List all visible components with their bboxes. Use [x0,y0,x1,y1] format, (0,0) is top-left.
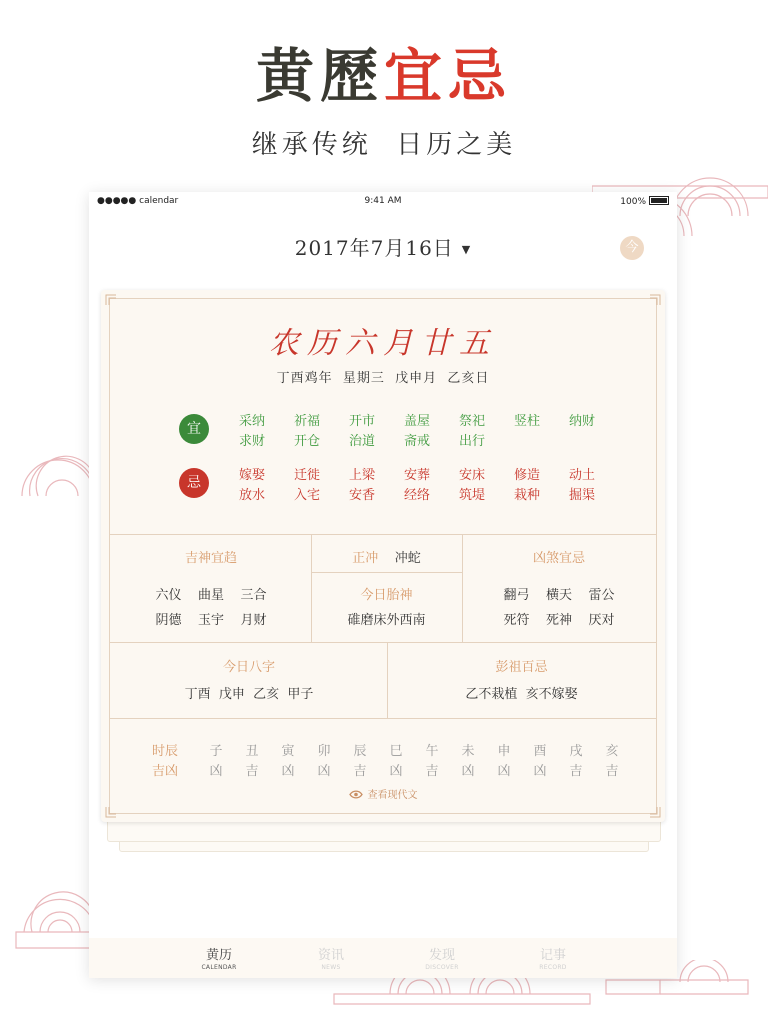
hour-luck: 凶 [461,764,475,779]
ji-item: 嫁娶 [239,468,266,483]
xiongsha-title: 凶煞宜忌 [532,551,585,566]
hour-branch: 巳 [389,744,403,759]
divider [110,534,656,535]
tab-record[interactable] [503,944,603,971]
luck-label: 吉凶 [152,764,179,779]
xiongsha-item: 雷公 [588,588,615,603]
hour-luck: 凶 [389,764,403,779]
status-bar [89,192,677,210]
tab-calendar[interactable] [169,944,269,971]
cloud-pattern-left [18,430,94,500]
ji-item: 入宅 [294,488,321,503]
yi-badge: 宜 [179,414,209,444]
hour-label: 时辰 [152,744,179,759]
hour-luck: 吉 [425,764,439,779]
yi-item: 斋戒 [404,434,431,449]
hour-branch: 亥 [605,744,619,759]
ji-item: 掘渠 [569,488,596,503]
battery-percent: 100% [620,197,646,207]
hero-title-red: 宜忌 [384,42,513,110]
status-time: 9:41 AM [364,196,402,206]
eye-icon [349,790,363,799]
tab-news[interactable] [281,944,381,971]
tab-label: 黄历 [205,948,232,963]
hour-luck: 吉 [605,764,619,779]
jishen-item: 六仪 [155,588,182,603]
yi-item: 祈福 [294,414,321,429]
hero-title-dark: 黄歷 [255,42,384,110]
jishen-item: 三合 [240,588,267,603]
jishen-title: 吉神宜趋 [184,551,237,566]
xiongsha-row [462,584,656,603]
bazi-value: 丁酉 戊申 乙亥 甲子 [184,687,314,702]
jishen-item: 玉宇 [197,613,224,628]
jishen-item: 月财 [240,613,267,628]
tab-sublabel: NEWS [321,964,341,971]
tab-label: 发现 [428,948,455,963]
hour-luck: 吉 [353,764,367,779]
ji-item: 动土 [569,468,596,483]
view-modern-link[interactable] [101,786,665,801]
tab-discover[interactable] [392,944,492,971]
yi-item: 盖屋 [404,414,431,429]
ji-item: 修造 [514,468,541,483]
corner-ornament-icon [649,294,661,306]
divider [311,572,462,573]
yi-item: 纳财 [569,414,596,429]
tab-sublabel: RECORD [539,964,567,971]
hour-branch: 子 [209,744,223,759]
hour-luck: 凶 [209,764,223,779]
ji-item: 筑堤 [459,488,486,503]
hour-branch: 午 [425,744,439,759]
date-selector[interactable] [89,232,677,261]
tab-bar [89,938,677,978]
hour-branch: 戌 [569,744,583,759]
battery-indicator [620,196,669,207]
taishen-title: 今日胎神 [360,588,413,603]
ji-item: 迁徙 [294,468,321,483]
xiongsha-item: 死神 [545,613,572,628]
divider [110,718,656,719]
ji-item: 安床 [459,468,486,483]
ipad-screen [89,192,677,978]
today-button[interactable]: 今 [620,236,644,260]
ji-item: 栽种 [514,488,541,503]
date-label[interactable]: 2017年7月16日 [294,236,454,260]
corner-ornament-icon [105,806,117,818]
yi-item: 求财 [239,434,266,449]
ji-item: 安葬 [404,468,431,483]
tab-sublabel: CALENDAR [201,964,237,971]
yi-item: 开市 [349,414,376,429]
yi-item: 采纳 [239,414,266,429]
zhengchong-label: 正冲 [352,551,379,566]
hour-branch: 未 [461,744,475,759]
yi-item: 出行 [459,434,486,449]
view-modern-label[interactable]: 查看现代文 [367,790,418,801]
xiongsha-item: 厌对 [588,613,615,628]
xiongsha-row [462,609,656,628]
hour-branch: 申 [497,744,511,759]
hour-luck: 吉 [569,764,583,779]
ji-item: 上梁 [349,468,376,483]
xiongsha-item: 死符 [503,613,530,628]
pengzu-value: 乙不栽植 亥不嫁娶 [465,687,578,702]
jishen-item: 阴德 [155,613,182,628]
ji-item: 安香 [349,488,376,503]
hour-branch: 丑 [245,744,259,759]
lunar-date: 农历六月廿五 [269,326,497,361]
hour-luck: 凶 [497,764,511,779]
hero-subtitle: 继承传统 日历之美 [251,130,517,160]
corner-ornament-icon [105,294,117,306]
hour-luck: 凶 [317,764,331,779]
tab-sublabel: DISCOVER [425,964,459,971]
ganzhi-line: 丁酉鸡年 星期三 戊申月 乙亥日 [276,371,490,386]
almanac-card [101,290,665,822]
corner-ornament-icon [649,806,661,818]
yi-item: 治道 [349,434,376,449]
yi-item: 祭祀 [459,414,486,429]
jishen-item: 曲星 [197,588,224,603]
yi-item: 开仓 [294,434,321,449]
hero-title [0,40,768,112]
jishen-row [111,609,311,628]
bazi-title: 今日八字 [222,660,275,675]
hour-luck: 吉 [245,764,259,779]
battery-icon [649,196,669,205]
hour-branch: 寅 [281,744,295,759]
cloud-pattern-bottom-left [14,872,94,952]
xiongsha-item: 翻弓 [503,588,530,603]
divider [387,642,388,718]
tab-label: 资讯 [317,948,344,963]
hour-luck: 凶 [281,764,295,779]
ji-item: 放水 [239,488,266,503]
hour-branch: 酉 [533,744,547,759]
taishen-value: 碓磨床外西南 [347,613,426,628]
tab-label: 记事 [539,948,566,963]
xiongsha-item: 横天 [545,588,572,603]
carrier-label: ●●●●● calendar [97,196,179,206]
zhengchong-value: 冲蛇 [394,551,421,566]
pengzu-title: 彭祖百忌 [495,660,548,675]
zhengchong [311,547,462,566]
hour-luck: 凶 [533,764,547,779]
chevron-down-icon[interactable]: ▼ [461,243,472,256]
yi-item: 竖柱 [514,414,541,429]
divider [110,642,656,643]
hour-branch: 辰 [353,744,367,759]
ji-badge: 忌 [179,468,209,498]
hour-branch: 卯 [317,744,331,759]
ji-item: 经络 [404,488,431,503]
jishen-row [111,584,311,603]
